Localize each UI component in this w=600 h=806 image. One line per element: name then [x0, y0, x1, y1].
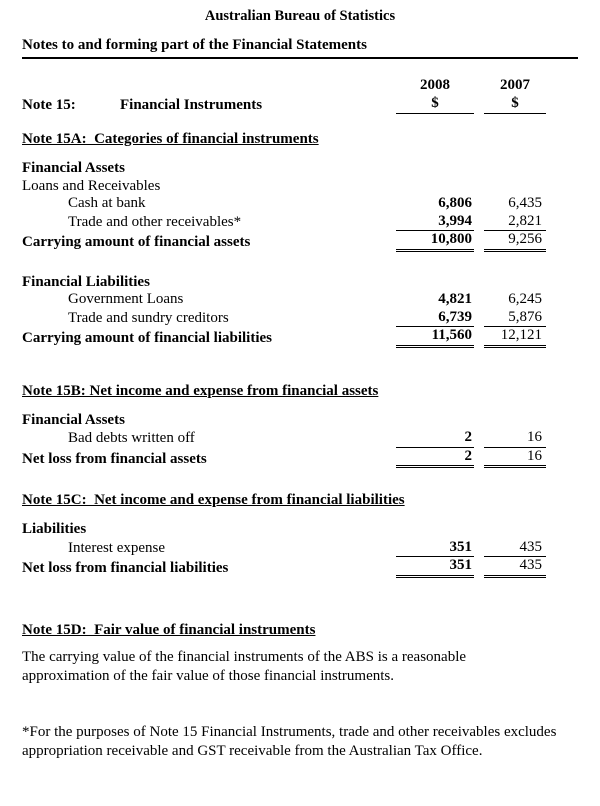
note15c-subheading: Liabilities: [22, 521, 87, 537]
value-2008: 4,821: [438, 291, 472, 307]
total-label: Carrying amount of financial assets: [22, 234, 251, 250]
note15a-heading: Note 15A: Categories of financial instruments: [22, 131, 319, 147]
total-row: [22, 557, 578, 578]
note15-title-group: [22, 97, 396, 114]
value-2008: 2: [396, 429, 474, 448]
note15-header-row: [22, 77, 578, 114]
note15a-assets-subheading: Financial Assets: [22, 160, 125, 176]
note15-title: Financial Instruments: [120, 97, 263, 113]
currency-2007: $: [511, 94, 519, 111]
table-row: [22, 291, 578, 309]
column-header-2008: [396, 77, 474, 114]
year-2008: 2008: [420, 77, 450, 93]
total-label: Carrying amount of financial liabilities: [22, 330, 273, 346]
footnote: *For the purposes of Note 15 Financial Instruments, trade and other receivables excludes appropriation receivable and GST receivable from the Australian Tax Office.: [22, 723, 557, 759]
total-label: Net loss from financial liabilities: [22, 560, 229, 576]
table-row: [22, 309, 578, 328]
row-label: Interest expense: [68, 539, 166, 556]
note15b-heading: Note 15B: Net income and expense from financial assets: [22, 382, 379, 399]
table-row: [22, 539, 578, 558]
note15d-body: The carrying value of the financial instruments of the ABS is a reasonable approximation of the fair value of those financial instruments.: [22, 648, 467, 684]
total-2008: 351: [396, 557, 474, 578]
value-2007: 435: [484, 539, 546, 558]
note15b-subheading: Financial Assets: [22, 411, 125, 428]
row-label: Trade and other receivables*: [68, 213, 242, 230]
total-row: [22, 231, 578, 252]
total-2007: 9,256: [484, 231, 546, 252]
value-2008: 351: [396, 539, 474, 558]
value-2007: 6,245: [508, 291, 542, 307]
org-title: Australian Bureau of Statistics: [204, 8, 396, 24]
total-2007: 16: [484, 448, 546, 469]
value-2007: 2,821: [484, 213, 546, 232]
value-2008: 6,739: [396, 309, 474, 328]
value-2008: 3,994: [396, 213, 474, 232]
note15a-liabilities-subheading: Financial Liabilities: [22, 273, 150, 290]
document-subtitle: Notes to and forming part of the Financial Statements: [22, 37, 578, 59]
table-row: [22, 195, 578, 213]
total-label: Net loss from financial assets: [22, 450, 207, 467]
row-label: Trade and sundry creditors: [68, 309, 229, 326]
value-2007: 5,876: [484, 309, 546, 328]
value-2007: 16: [484, 429, 546, 448]
currency-2008: $: [431, 94, 439, 111]
column-header-2007: [484, 77, 546, 114]
value-2008: 6,806: [438, 195, 472, 211]
note15-label: Note 15:: [22, 97, 76, 113]
row-label: Bad debts written off: [68, 430, 195, 446]
total-2008: 11,560: [396, 327, 474, 348]
total-2007: 435: [484, 557, 546, 578]
note15c-heading: Note 15C: Net income and expense from financial liabilities: [22, 492, 405, 508]
note15a-assets-group-label: Loans and Receivables: [22, 177, 161, 194]
total-2008: 2: [396, 448, 474, 469]
year-2007: 2007: [500, 77, 530, 93]
total-2008: 10,800: [396, 231, 474, 252]
total-row: [22, 448, 578, 469]
table-row: [22, 213, 578, 232]
value-2007: 6,435: [508, 195, 542, 211]
note15d-heading: Note 15D: Fair value of financial instruments: [22, 621, 316, 638]
total-row: [22, 327, 578, 348]
row-label: Government Loans: [68, 291, 184, 307]
row-label: Cash at bank: [68, 195, 146, 211]
total-2007: 12,121: [484, 327, 546, 348]
table-row: [22, 429, 578, 448]
